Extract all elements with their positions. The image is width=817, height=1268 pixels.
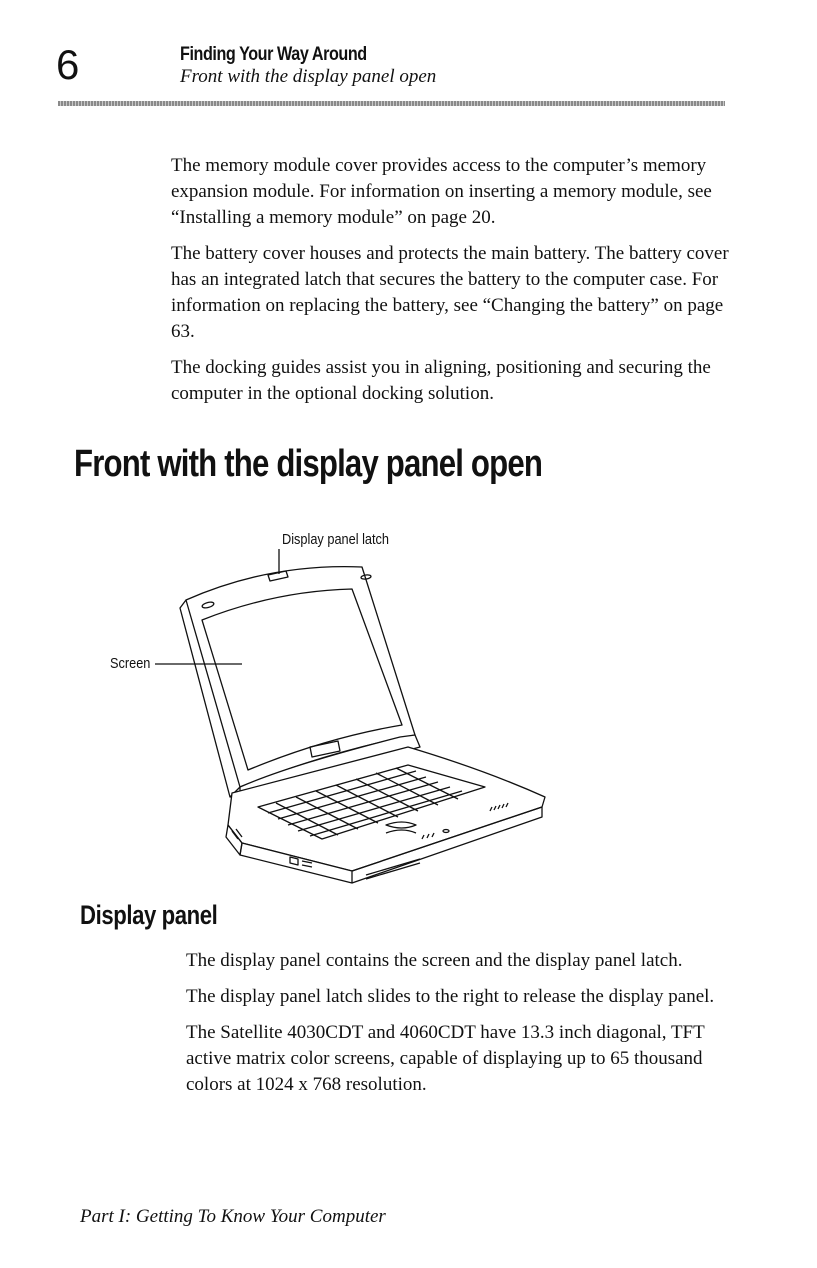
laptop-drawing bbox=[90, 525, 560, 895]
screen-callout-label: Screen bbox=[110, 655, 151, 672]
running-header bbox=[180, 44, 436, 88]
docking-guides-paragraph: The docking guides assist you in aligning, positioning and securing the computer in the optional docking solution. bbox=[171, 357, 711, 404]
section-heading: Front with the display panel open bbox=[74, 443, 543, 485]
section-subtitle: Front with the display panel open bbox=[180, 66, 437, 87]
battery-cover-paragraph: The battery cover houses and protects the main battery. The battery cover has an integrated latch that secures the battery to the computer case. For information on replacing the battery, see “Changing the battery” on page 63. bbox=[171, 243, 729, 342]
chapter-title: Finding Your Way Around bbox=[180, 44, 367, 65]
laptop-illustration bbox=[90, 525, 560, 895]
page-footer: Part I: Getting To Know Your Computer bbox=[80, 1206, 386, 1227]
subsection-heading: Display panel bbox=[80, 900, 218, 930]
memory-cover-paragraph: The memory module cover provides access to the computer’s memory expansion module. For information on inserting a memory module, see “Installing a memory module” on page 20. bbox=[171, 155, 712, 228]
latch-callout-label: Display panel latch bbox=[282, 531, 390, 548]
intro-text bbox=[171, 153, 731, 417]
display-panel-paragraph: The display panel contains the screen and the display panel latch. bbox=[186, 950, 683, 971]
header-rule bbox=[58, 101, 725, 106]
latch-paragraph: The display panel latch slides to the right to release the display panel. bbox=[186, 986, 715, 1007]
display-panel-text bbox=[186, 948, 731, 1108]
page-number: 6 bbox=[56, 41, 80, 88]
screen-spec-paragraph: The Satellite 4030CDT and 4060CDT have 13.3 inch diagonal, TFT active matrix color screens, capable of displaying up to 65 thousand colors at 1024 x 768 resolution. bbox=[186, 1022, 705, 1095]
